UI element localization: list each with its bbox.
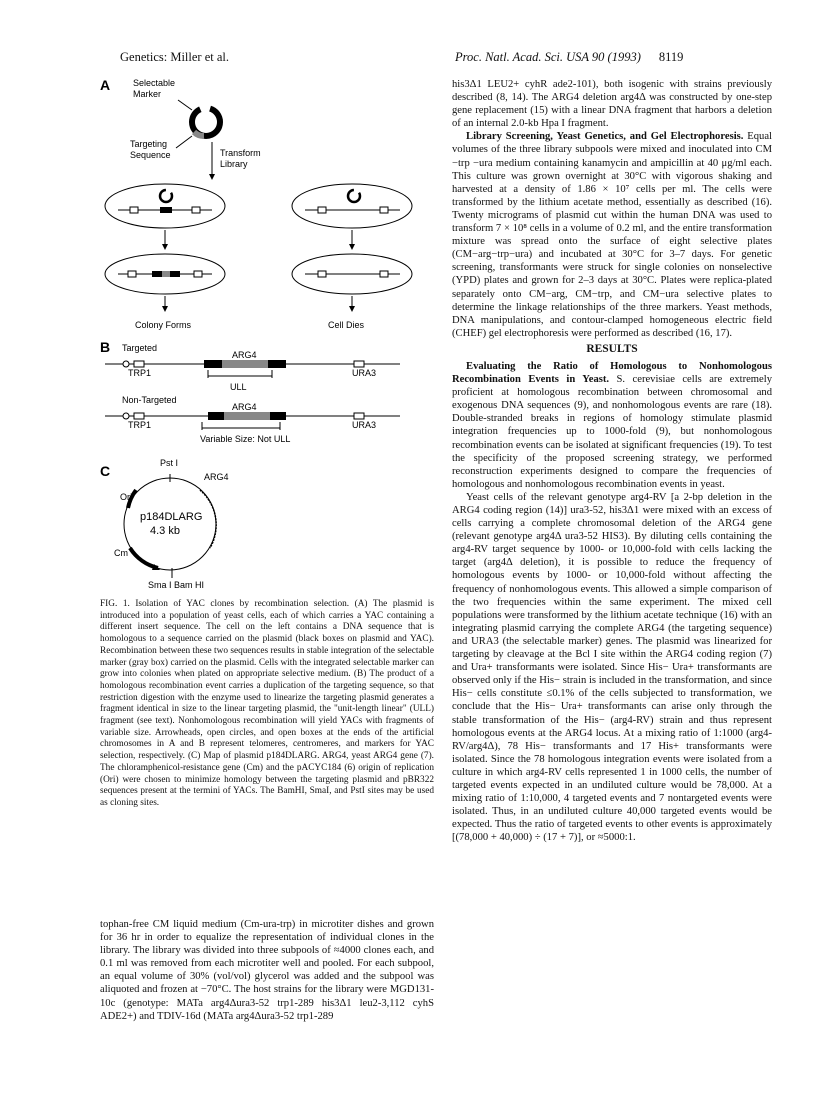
- sma-bam-label: Sma I Bam HI: [148, 580, 205, 590]
- trp1-label-targeted: TRP1: [128, 368, 152, 378]
- panel-b-label: B: [100, 339, 111, 355]
- ura3-label-targeted: URA3: [352, 368, 377, 378]
- marker-pointer: [178, 100, 192, 110]
- library-label: Library: [220, 159, 248, 169]
- cell-left-bottom: [105, 254, 225, 294]
- plasmid-name: p184DLARG: [140, 511, 203, 523]
- arrowhead-right-1: [349, 244, 355, 250]
- pst-label: Pst I: [160, 458, 179, 468]
- ori-label: Ori: [120, 492, 132, 502]
- right-column-text: [452, 78, 772, 844]
- library-screening-body: Equal volumes of the three library subpools were mixed and inoculated into CM −trp −ura medium containing kanamycin and ampicillin at 40 μg/ml each. This culture was grown overnight at 30°C with vigorous shaking and harvested at a density of 1.86 × 10⁷ cells per ml. The cells were transformed by the lithium acetate method, essentially as described (16). Twenty micrograms of plasmid cut within the human DNA was used to transform 7 × 10⁸ cells in a volume of 0.2 ml, and the entire transformation mixture was spread onto the surface of eight selective plates (CM−arg−trp−ura) and incubated at 30°C for 3–7 days. For genetic screening, transformants were struck for single colonies on nonselective (YPD) plates and grown for 2–3 days at 30°C. Plates were replica-plated separately onto CM−arg, CM−trp, and CM−ura selective plates to determine the linkage relationships of the three markers. Yeast methods, DNA manipulations, and contour-clamped homogeneous electric field (CHEF) gel electrophoresis were performed as described (16, 17).: [452, 131, 772, 339]
- ura3-label-non-targeted: URA3: [352, 420, 377, 430]
- targeted-label: Targeted: [122, 343, 158, 353]
- variable-size-label: Variable Size: Not ULL: [200, 434, 291, 444]
- plasmid-size: 4.3 kb: [150, 525, 180, 537]
- colony-forms-label: Colony Forms: [135, 320, 192, 330]
- selectable-label: Selectable: [133, 78, 176, 88]
- cell-right-bottom: [292, 254, 412, 294]
- cell-right-top: [292, 184, 412, 228]
- arg4-label-non-targeted: ARG4: [232, 402, 257, 412]
- running-header-journal: [455, 50, 755, 65]
- results-heading: RESULTS: [586, 342, 638, 355]
- evaluating-body: S. cerevisiae cells are extremely proficient at homologous recombination between chromosomal and exogenous DNA sequences (9), and nonhomologous events are rare (18). Double-stranded breaks in regions of homology stimulate plasmid integration frequencies up to 1000-fold (9), but nonhomologous recombination events can be isolated at significant frequencies (19). To test the specificity of the proposed screening strategy, we performed reconstruction experiments designed to compare the frequencies of homologous and nonhomologous recombination events in yeast.: [452, 374, 772, 490]
- sequence-label: Sequence: [130, 150, 171, 160]
- arg4-label-targeted: ARG4: [232, 350, 257, 360]
- paragraph-yeast-cells: Yeast cells of the relevant genotype arg4-RV [a 2-bp deletion in the ARG4 coding region (14)] ura3-52, his3Δ1 were mixed with an excess of cells carrying a complete chromosomal deletion of the ARG4 gene (relevant genotype arg4Δ ura3-52 HIS3). By diluting cells containing the arg4-RV target sequence by 1000- or 10,000-fold with cells lacking the target (arg4Δ deletion), it is possible to reduce the frequency of homologous events by 1000- or 10,000-fold without affecting the frequency of nonhomologous events. This allowed a simple comparison of the two frequencies within the same experiment. The mixed cell populations were transformed by the lithium acetate technique (16) with an integrating plasmid carrying the complete ARG4 (the targeting sequence) and URA3 (the selectable marker) genes. The plasmid was linearized for targeting by cleavage at the Bcl I site within the ARG4 coding region (7) and Ura+ transformants were isolated. Since His− Ura+ transformants are observed only if the His− strain is included in the transformation, and since His− cells constitute ≤0.1% of the cells subjected to transformation, we conclude that the His− Ura+ transformants can arise only through the stable transformation of the His− (arg4-RV) strain and thus represent homologous events at the ARG4 locus. At a mixing ratio of 1:1000 (arg4-RV/arg4Δ), 78 His− transformants and 17 His+ transformants were isolated. Since the 78 homologous integration events were isolated from a culture in which arg4-RV cells represented 1 in 1000 cells, the number of targeted events expected in an undiluted culture would be 78,000. At a mixing ratio of 1:10,000, 4 targeted events and 7 nontargeted events were isolated. Thus, in an undiluted culture 40,000 targeted events would be expected. Thus the ratio of targeted events to other events is approximately [(78,000 + 40,000) ÷ (17 + 7)], or ≈5000:1.: [452, 491, 772, 844]
- trp1-label-non-targeted: TRP1: [128, 420, 152, 430]
- journal-citation: Proc. Natl. Acad. Sci. USA 90 (1993): [455, 50, 641, 64]
- figure-1: [100, 78, 434, 593]
- heading-evaluating: Evaluating the Ratio of Homologous to Nonhomologous Recombination Events in Yeast.: [452, 360, 772, 386]
- transform-label: Transform: [220, 148, 261, 158]
- targeting-label: Targeting: [130, 139, 168, 149]
- ull-label: ULL: [230, 382, 247, 392]
- paragraph-library-screening: [452, 130, 772, 340]
- arrowhead-right-2: [349, 306, 355, 312]
- sequence-pointer: [176, 136, 192, 148]
- paragraph-evaluating: [452, 360, 772, 491]
- arg4-label-plasmid: ARG4: [204, 472, 229, 482]
- page-number: 8119: [658, 50, 684, 64]
- panel-a-label: A: [100, 78, 111, 93]
- marker-label: Marker: [133, 89, 162, 99]
- paragraph-strains: his3Δ1 LEU2+ cyhR ade2-101), both isogenic with strains previously described (8, 14). The ARG4 deletion arg4Δ was constructed by one-step gene replacement (15) with a linear DNA fragment that harbors a deletion of an internal 2.0-kb Hpa I fragment.: [452, 79, 772, 130]
- left-paragraph: tophan-free CM liquid medium (Cm-ura-trp) in microtiter dishes and grown for 36 hr in order to equalize the representation of individual clones in the library. The library was divided into three subpools of ≈4000 clones each, and 0.1 ml was removed from each microtiter well and pooled. For each subpool, an equal volume of 30% (vol/vol) glycerol was added and the subpool was aliquoted and frozen at −70°C. The host strains for the library were MGD131-10c (genotype: MATa arg4Δura3-52 trp1-289 his3Δ1 leu2-3,112 cyhS ADE2+) and TDIV-16d (MATa arg4Δura3-52 trp1-289: [100, 919, 434, 1022]
- non-targeted-label: Non-Targeted: [122, 395, 177, 405]
- heading-library-screening: Library Screening, Yeast Genetics, and Gel Electrophoresis.: [466, 131, 744, 143]
- panel-c-label: C: [100, 463, 111, 479]
- arrowhead-left-1: [162, 244, 168, 250]
- arrowhead-left-2: [162, 306, 168, 312]
- cell-dies-label: Cell Dies: [328, 320, 365, 330]
- transform-arrowhead: [209, 174, 215, 180]
- figure-caption: FIG. 1. Isolation of YAC clones by recombination selection. (A) The plasmid is introduced into a population of yeast cells, each of which carries a YAC containing a different insert sequence. The cell on the left contains a DNA sequence that is homologous to a sequence carried on the plasmid (black boxes on plasmid and YAC). Recombination between these two sequences results in stable integration of the selectable marker (gray box) carried on the plasmid. Cells with the integrated selectable marker can grow into colonies when plated on appropriate selective medium. (B) The product of a homologous recombination event carries a duplication of the targeting sequence, so that restriction digestion with the enzyme used to linearize the targeting plasmid generates a fragment identical in size to the linear targeting plasmid, the "unit-length linear" (ULL) fragment (see text). Nonhomologous recombination will yield YACs with fragments of variable size. Arrowheads, open circles, and open boxes at the ends of the artificial chromosomes in A and B represent telomeres, centromeres, and markers for YAC selection, respectively. (C) Map of plasmid p184DLARG. ARG4, yeast ARG4 gene (7). The chloramphenicol-resistance gene (Cm) and the pACYC184 (6) origin of replication (Ori) were chosen to minimize homology between the targeting plasmid and pBR322 sequences present at the termini of YACs. The BamHI, SmaI, and PstI sites may be used as cloning sites.: [100, 599, 434, 808]
- plasmid-ring-icon: [192, 108, 220, 136]
- running-header-authors: Genetics: Miller et al.: [120, 50, 229, 64]
- cm-label: Cm: [114, 548, 128, 558]
- cell-left-top: [105, 184, 225, 228]
- left-column-text: [100, 918, 434, 1023]
